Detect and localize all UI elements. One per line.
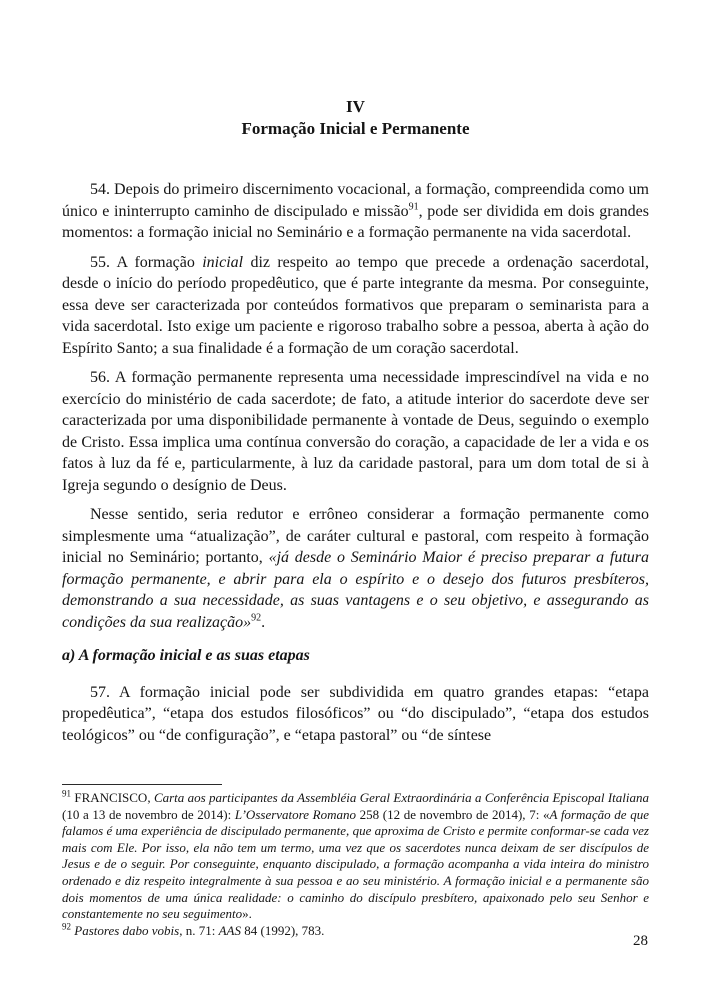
- text-run: 54. Depois do primeiro discernimento vocacional, a formação, compreendida como um único e ininterrupto caminho de discipulado e missão: [62, 181, 649, 220]
- footnote-92: [62, 923, 649, 940]
- quoted-text-italic: «já desde o Seminário Maior é preciso preparar a futura formação permanente, e abrir para ela o espírito e o desejo dos futuros presbíteros, demonstrando a sua necessidade, as suas vantagens e o seu objetivo, e assegurando as condições da sua realização»: [62, 549, 650, 631]
- text-run: 258 (12 de novembro de 2014), 7: «: [355, 806, 550, 822]
- paragraph-57: [62, 682, 649, 747]
- text-run: 84 (1992), 783.: [240, 922, 325, 938]
- footnote-ref-91: 91: [408, 201, 419, 213]
- journal-title-italic: L’Osservatore Romano: [234, 806, 356, 822]
- section-heading-a: a) A formação inicial e as suas etapas: [62, 647, 310, 664]
- text-run: (10 a 13 de novembro de 2014):: [62, 806, 235, 822]
- text-run: , pode ser dividida em dois grandes momentos: a formação inicial no Seminário e a formação permanente na vida sacerdotal.: [62, 202, 649, 241]
- cited-title-italic: Pastores dabo vobis: [74, 922, 180, 938]
- paragraph-54: [62, 179, 649, 244]
- cited-title-italic: Carta aos participantes da Assembléia Geral Extraordinária a Conferência Episcopal Italiana: [153, 790, 649, 805]
- journal-title-italic: AAS: [218, 922, 241, 938]
- footnote-ref-92: 92: [251, 612, 262, 624]
- footnote-separator: [62, 784, 222, 785]
- text-run: diz respeito ao tempo que precede a ordenação sacerdotal, desde o início do período propedêutico, que é parte integrante da mesma. Por conseguinte, essa deve ser caracterizada por conteúdos formativos que preparam o seminarista para a vida sacerdotal. Isto exige um paciente e rigoroso trabalho sobre a pessoa, aberta à ação do Espírito Santo; a sua finalidade é a formação de um coração sacerdotal.: [62, 253, 649, 357]
- footnote-block: [62, 784, 649, 939]
- paragraph-nesse-sentido: [62, 504, 649, 633]
- paragraph-56: [62, 367, 649, 496]
- chapter-title: Formação Inicial e Permanente: [241, 119, 470, 138]
- text-run: , n. 71:: [179, 922, 219, 938]
- text-run: 55. A formação: [90, 253, 203, 271]
- text-run: .: [261, 613, 266, 631]
- text-run: ».: [242, 906, 252, 922]
- text-run: Nesse sentido, seria redutor e errôneo considerar a formação permanente como simplesmente uma “atualização”, de caráter cultural e pastoral, com respeito à formação inicial no Seminário; portanto,: [62, 506, 649, 566]
- chapter-numeral: IV: [346, 97, 365, 116]
- footnote-number-92: 92: [62, 921, 71, 932]
- page-number: 28: [633, 933, 648, 949]
- main-text-column: [62, 96, 649, 746]
- paragraph-55: [62, 252, 649, 360]
- text-run: 57. A formação inicial pode ser subdividida em quatro grandes etapas: “etapa propedêutica”, “etapa dos estudos filosóficos” ou “do discipulado”, “etapa dos estudos teológicos” ou “de configuração”, e “etapa pastoral” ou “de síntese: [62, 683, 649, 744]
- footnote-91: [62, 790, 649, 923]
- quoted-text-italic: A formação de que falamos é uma experiência de discipulado permanente, que aproxima de Cristo e permite conformar-se cada vez mais com Ele. Por isso, ela não tem um termo, uma vez que os sacerdotes nunca deixam de ser discípulos de Jesus e de o seguir. Por conseguinte, enquanto discipulado, a formação acompanha a vida inteira do ministro ordenado e diz respeito integralmente à sua pessoa e ao seu ministério. A formação inicial e a permanente são dois momentos de uma única realidade: o caminho do discípulo presbítero, apaixonado pelo seu Senhor e constantemente no seu seguimento: [62, 806, 649, 922]
- text-run: FRANCISCO,: [71, 790, 154, 805]
- text-run: 56. A formação permanente representa uma necessidade imprescindível na vida e no exercício do ministério de cada sacerdote; de fato, a atitude interior do sacerdote deve ser caracterizada por uma disponibilidade permanente à vontade de Deus, seguindo o exemplo de Cristo. Essa implica uma contínua conversão do coração, a capacidade de ler a vida e os fatos à luz da fé e, particularmente, à luz da caridade pastoral, para um dom total de si à Igreja segundo o desígnio de Deus.: [62, 369, 649, 494]
- footnote-number-91: 91: [62, 788, 71, 799]
- text-run-italic: inicial: [202, 253, 244, 271]
